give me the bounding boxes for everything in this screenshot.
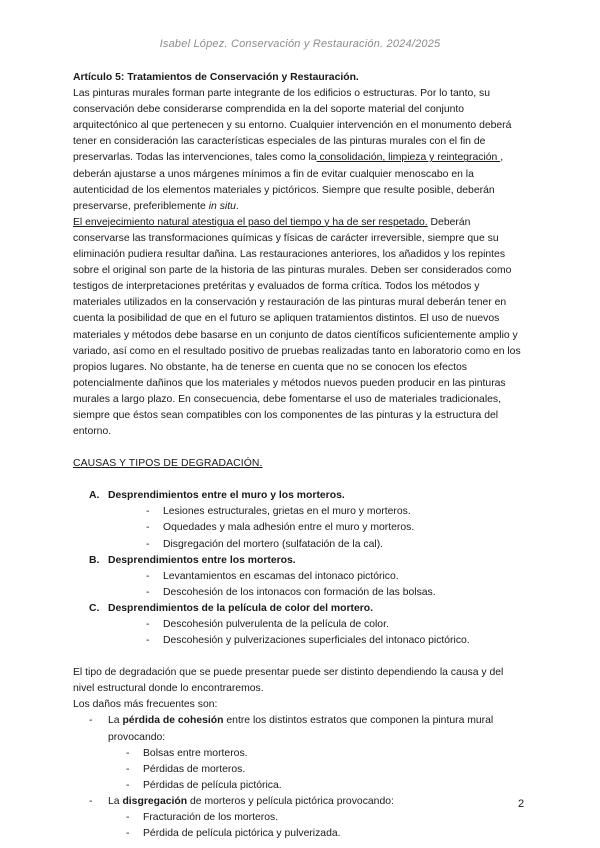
paragraph-aging-text: Deberán conservarse las transformaciones químicas y físicas de carácter irreversible, siempre que su eliminación pudiera resultar dañina. Las restauraciones anteriores, los añadidos y los repintes sobre el original son parte de la historia de las pinturas murales. Deben ser considerados como testigos de interpretaciones pretéritas y evaluados de forma crítica. Todos los métodos y materiales utilizados en la conservación y restauración de las pinturas mural deberán tener en cuenta la posibilidad de que en el futuro se apliquen tratamientos distintos. El uso de nuevos materiales y métodos debe basarse en un conjunto de datos científicos suficientemente amplio y variado, así como en el resultado positivo de pruebas realizadas tanto en laboratorio como en los propios lugares. No obstante, ha de tenerse en cuenta que no se conocen los efectos potencialmente dañinos que los materiales y métodos nuevos pueden producir en las pinturas murales a largo plazo. En consecuencia, debe fomentarse el uso de materiales tradicionales, siempre que éstos sean compatibles con los componentes de las pinturas y la estructura del entorno.	[73, 216, 521, 438]
list-item: - Bolsas entre morteros.	[143, 746, 523, 762]
treatments-underlined: consolidación, limpieza y reintegración	[316, 152, 501, 164]
in-situ-italic: in situ	[208, 200, 236, 212]
degradation-type	[89, 488, 523, 552]
degradation-subitems	[108, 617, 523, 649]
damage-text: La	[108, 715, 123, 727]
degradation-subitems	[108, 569, 523, 601]
list-letter: A.	[89, 490, 100, 502]
damage-keyword: disgregación	[122, 795, 188, 807]
list-item: - Pérdida de película pictórica y pulverizada.	[143, 826, 523, 842]
degradation-type	[89, 601, 523, 649]
section-heading: CAUSAS Y TIPOS DE DEGRADACIÓN.	[73, 458, 263, 470]
document-body	[73, 70, 523, 842]
aging-underlined: El envejecimiento natural atestigua el paso del tiempo y ha de ser respetado.	[73, 216, 428, 228]
list-item: - Pérdidas de morteros.	[143, 762, 523, 778]
page-header: Isabel López. Conservación y Restauración. 2024/2025	[159, 38, 441, 50]
paragraph-murals-end: .	[235, 200, 239, 212]
degradation-type	[89, 553, 523, 601]
degradation-type-title: Desprendimientos de la película de color del mortero.	[108, 602, 374, 614]
list-item: - Descohesión y pulverizaciones superficiales del intonaco pictórico.	[163, 633, 523, 649]
paragraph-murals	[73, 86, 523, 215]
list-item: - Descohesión de los intonacos con formación de las bolsas.	[163, 585, 523, 601]
list-item: - Levantamientos en escamas del intonaco pictórico.	[163, 569, 523, 585]
damage-subitems	[108, 810, 523, 842]
paragraph-murals-text-a: Las pinturas murales forman parte integrante de los edificios o estructuras. Por lo tanto, su conservación debe considerarse comprendida en la del soporte material del conjunto arquitectónico al que pertenecen y su entorno. Cualquier intervención en el monumento deberá tener en consideración las características especiales de las pinturas murales con el fin de preservarlas. Todas las intervenciones, tales como la	[73, 88, 512, 164]
damage-item-cohesion	[108, 713, 523, 793]
paragraph-murals-text-b: , deberán ajustarse a unos márgenes mínimos a fin de evitar cualquier menoscabo en la autenticidad de los elementos materiales y pictóricos. Siempre que resulte posible, deberán preservarse, preferiblemente	[73, 152, 504, 212]
degradation-subitems	[108, 504, 523, 552]
paragraph-degradation-type: El tipo de degradación que se puede presentar puede ser distinto dependiendo la causa y del nivel estructural donde lo encontraremos.	[73, 667, 504, 695]
list-letter: C.	[89, 602, 100, 614]
list-item: - Disgregación del mortero (sulfatación de la cal).	[163, 537, 523, 553]
article-title: Artículo 5: Tratamientos de Conservación y Restauración.	[73, 72, 359, 83]
frequent-damages-list	[73, 713, 523, 842]
damage-item-disgregation	[108, 794, 523, 842]
degradation-types-list	[73, 488, 523, 649]
degradation-type-title: Desprendimientos entre los morteros.	[108, 554, 296, 566]
list-item: - Descohesión pulverulenta de la película de color.	[163, 617, 523, 633]
list-item: - Fracturación de los morteros.	[143, 810, 523, 826]
damage-text: La	[108, 795, 123, 807]
list-item: - Lesiones estructurales, grietas en el muro y morteros.	[163, 504, 523, 520]
list-item: - Pérdidas de película pictórica.	[143, 778, 523, 794]
damage-text: de morteros y película pictórica provocando:	[187, 795, 394, 807]
paragraph-aging	[73, 215, 523, 440]
damage-keyword: pérdida de cohesión	[122, 715, 224, 727]
list-letter: B.	[89, 554, 100, 566]
damage-subitems	[108, 746, 523, 794]
list-item: - Oquedades y mala adhesión entre el muro y morteros.	[163, 520, 523, 536]
page-number: 2	[518, 798, 525, 810]
damage-text: entre los distintos estratos que componen la pintura mural provocando:	[108, 715, 494, 743]
paragraph-frequent-damages: Los daños más frecuentes son:	[73, 699, 218, 711]
degradation-type-title: Desprendimientos entre el muro y los morteros.	[108, 490, 345, 502]
